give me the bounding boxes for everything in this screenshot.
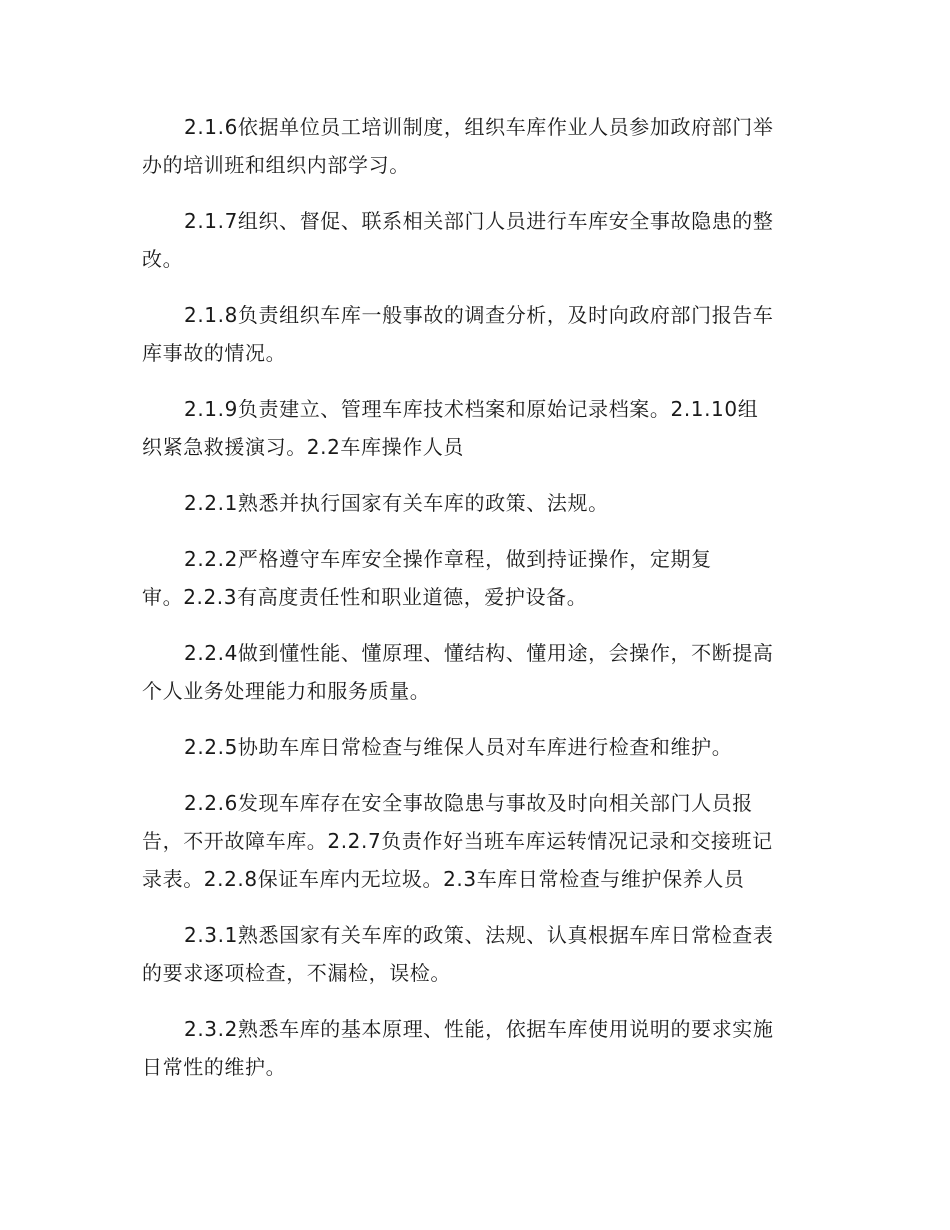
paragraph-2-1-9	[142, 390, 814, 466]
paragraph-line: 的要求逐项检查，不漏检，误检。	[142, 961, 451, 985]
paragraph-line: 审。2.2.3有高度责任性和职业道德，爱护设备。	[142, 585, 588, 609]
paragraph-2-2-1	[142, 484, 814, 522]
paragraph-line: 录表。2.2.8保证车库内无垃圾。2.3车库日常检查与维护保养人员	[142, 867, 745, 891]
paragraph-2-3-2	[142, 1010, 814, 1086]
paragraph-line: 改。	[142, 247, 184, 271]
paragraph-2-2-6	[142, 784, 814, 898]
paragraph-line: 日常性的维护。	[142, 1055, 287, 1079]
paragraph-2-3-1	[142, 916, 814, 992]
paragraph-line: 织紧急救援演习。2.2车库操作人员	[142, 435, 465, 459]
paragraph-2-2-5	[142, 728, 814, 766]
paragraph-line: 2.2.4做到懂性能、懂原理、懂结构、懂用途，会操作，不断提高	[184, 641, 774, 665]
paragraph-line: 2.1.8负责组织车库一般事故的调查分析，及时向政府部门报告车	[184, 303, 774, 327]
paragraph-line: 2.2.2严格遵守车库安全操作章程，做到持证操作，定期复	[184, 547, 712, 571]
paragraph-line: 办的培训班和组织内部学习。	[142, 153, 410, 177]
paragraph-line: 2.1.9负责建立、管理车库技术档案和原始记录档案。2.1.10组	[184, 397, 759, 421]
paragraph-2-2-4	[142, 634, 814, 710]
paragraph-line: 个人业务处理能力和服务质量。	[142, 679, 431, 703]
paragraph-line: 2.3.2熟悉车库的基本原理、性能，依据车库使用说明的要求实施	[184, 1017, 774, 1041]
paragraph-2-1-8	[142, 296, 814, 372]
paragraph-line: 2.3.1熟悉国家有关车库的政策、法规、认真根据车库日常检查表	[184, 923, 774, 947]
paragraph-line: 2.2.6发现车库存在安全事故隐患与事故及时向相关部门人员报	[184, 791, 753, 815]
paragraph-line: 库事故的情况。	[142, 341, 287, 365]
paragraph-line: 2.2.5协助车库日常检查与维保人员对车库进行检查和维护。	[184, 735, 733, 759]
paragraph-2-1-6	[142, 108, 814, 184]
paragraph-2-2-2	[142, 540, 814, 616]
paragraph-line: 告，不开故障车库。2.2.7负责作好当班车库运转情况记录和交接班记	[142, 829, 773, 853]
paragraph-2-1-7	[142, 202, 814, 278]
document-body	[142, 108, 814, 1104]
paragraph-line: 2.1.6依据单位员工培训制度，组织车库作业人员参加政府部门举	[184, 115, 774, 139]
paragraph-line: 2.1.7组织、督促、联系相关部门人员进行车库安全事故隐患的整	[184, 209, 774, 233]
paragraph-line: 2.2.1熟悉并执行国家有关车库的政策、法规。	[184, 491, 609, 515]
